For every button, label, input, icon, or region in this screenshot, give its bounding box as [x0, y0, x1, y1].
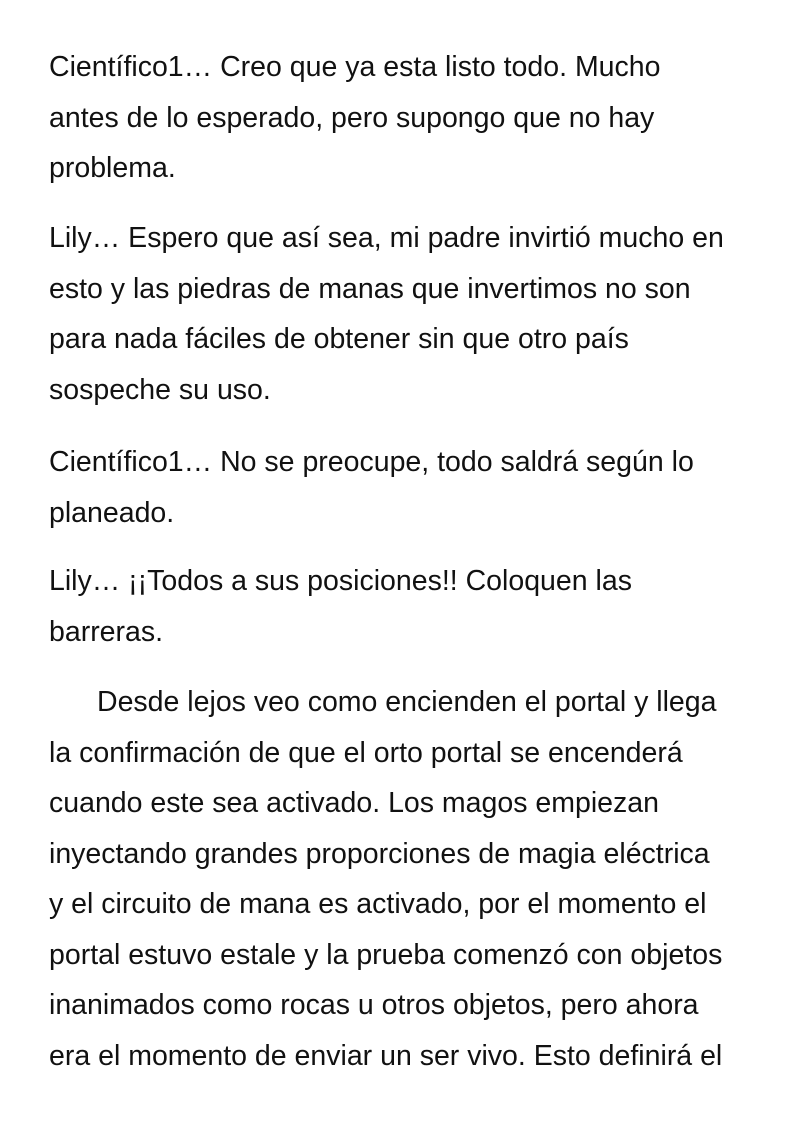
dialogue-paragraph-lily-1 — [49, 213, 769, 415]
dialogue-paragraph-cientifico-1 — [49, 42, 769, 194]
text-line: antes de lo esperado, pero supongo que no hay — [49, 101, 655, 134]
text-line: Desde lejos veo como encienden el portal y llega — [97, 686, 717, 718]
text-line: cuando este sea activado. Los magos empiezan — [49, 787, 659, 819]
text-line: Científico1… Creo que ya esta listo todo. Mucho — [49, 51, 661, 83]
text-line: planeado. — [49, 496, 175, 529]
text-line: inanimados como rocas u otros objetos, pero ahora — [49, 989, 699, 1021]
text-line: problema. — [49, 152, 176, 184]
dialogue-paragraph-cientifico-2 — [49, 437, 769, 538]
text-line: Lily… ¡¡Todos a sus posiciones!! Coloquen las — [49, 565, 632, 597]
text-line: para nada fáciles de obtener sin que otro país — [49, 323, 629, 355]
dialogue-paragraph-lily-2 — [49, 556, 769, 657]
text-line: portal estuvo estale y la prueba comenzó con objetos — [49, 938, 723, 971]
text-line: inyectando grandes proporciones de magia eléctrica — [49, 837, 710, 870]
text-line: Científico1… No se preocupe, todo saldrá según lo — [49, 446, 694, 478]
text-line: la confirmación de que el orto portal se encenderá — [49, 736, 683, 769]
text-line: era el momento de enviar un ser vivo. Esto definirá el — [49, 1039, 723, 1072]
text-line: esto y las piedras de manas que invertimos no son — [49, 272, 691, 305]
narrative-paragraph — [49, 677, 769, 1081]
text-line: barreras. — [49, 615, 164, 648]
text-line: y el circuito de mana es activado, por el momento el — [49, 888, 707, 920]
text-line: sospeche su uso. — [49, 373, 271, 406]
text-line: Lily… Espero que así sea, mi padre invirtió mucho en — [49, 222, 724, 254]
